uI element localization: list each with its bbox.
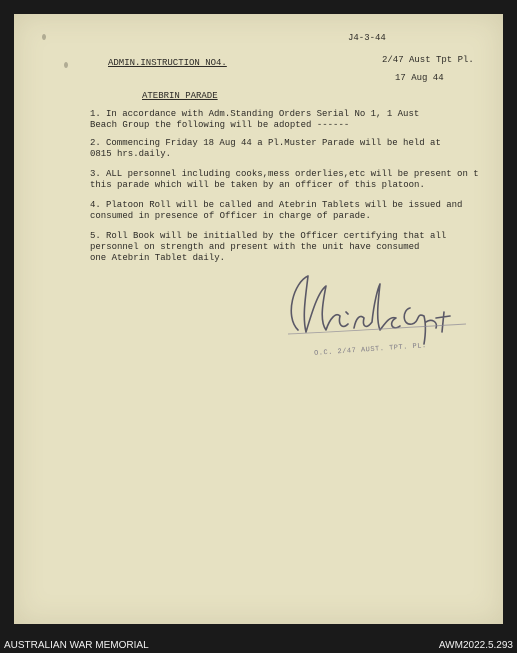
item-number: 5.: [90, 231, 101, 241]
unit-name: 2/47 Aust Tpt Pl.: [382, 55, 474, 65]
reference-number: J4-3-44: [348, 33, 386, 43]
punch-hole-mark: [64, 62, 68, 68]
handwritten-signature: [276, 272, 476, 352]
instruction-item-2: [90, 138, 510, 160]
footer-source: AUSTRALIAN WAR MEMORIAL: [4, 640, 149, 651]
instruction-item-1: [90, 109, 510, 131]
subject-heading: ATEBRIN PARADE: [142, 91, 218, 101]
document-title: ADMIN.INSTRUCTION NO4.: [108, 58, 227, 68]
item-text: Platoon Roll will be called and Atebrin Tablets will be issued and consumed in presence of Officer in charge of parade.: [90, 200, 463, 221]
instruction-item-4: [90, 200, 510, 222]
item-number: 4.: [90, 200, 101, 210]
item-text: In accordance with Adm.Standing Orders Serial No 1, 1 Aust Beach Group the following will be adopted ------: [90, 109, 420, 130]
document-date: 17 Aug 44: [395, 73, 444, 83]
item-number: 2.: [90, 138, 101, 148]
punch-hole-mark: [42, 34, 46, 40]
item-text: Commencing Friday 18 Aug 44 a Pl.Muster Parade will be held at 0815 hrs.daily.: [90, 138, 441, 159]
item-text: ALL personnel including cooks,mess orderlies,etc will be present on t this parade which will be taken by an officer of this platoon.: [90, 169, 479, 190]
document-page: [14, 14, 503, 624]
footer-accession-number: AWM2022.5.293: [438, 640, 513, 651]
instruction-item-5: [90, 231, 510, 264]
instruction-item-3: [90, 169, 510, 191]
item-number: 3.: [90, 169, 101, 179]
item-text: Roll Book will be initialled by the Officer certifying that all personnel on strength and present with the unit have consumed one Atebrin Tablet daily.: [90, 231, 447, 263]
item-number: 1.: [90, 109, 101, 119]
officer-commanding-stamp: O.C. 2/47 AUST. TPT. PL.: [313, 342, 427, 358]
